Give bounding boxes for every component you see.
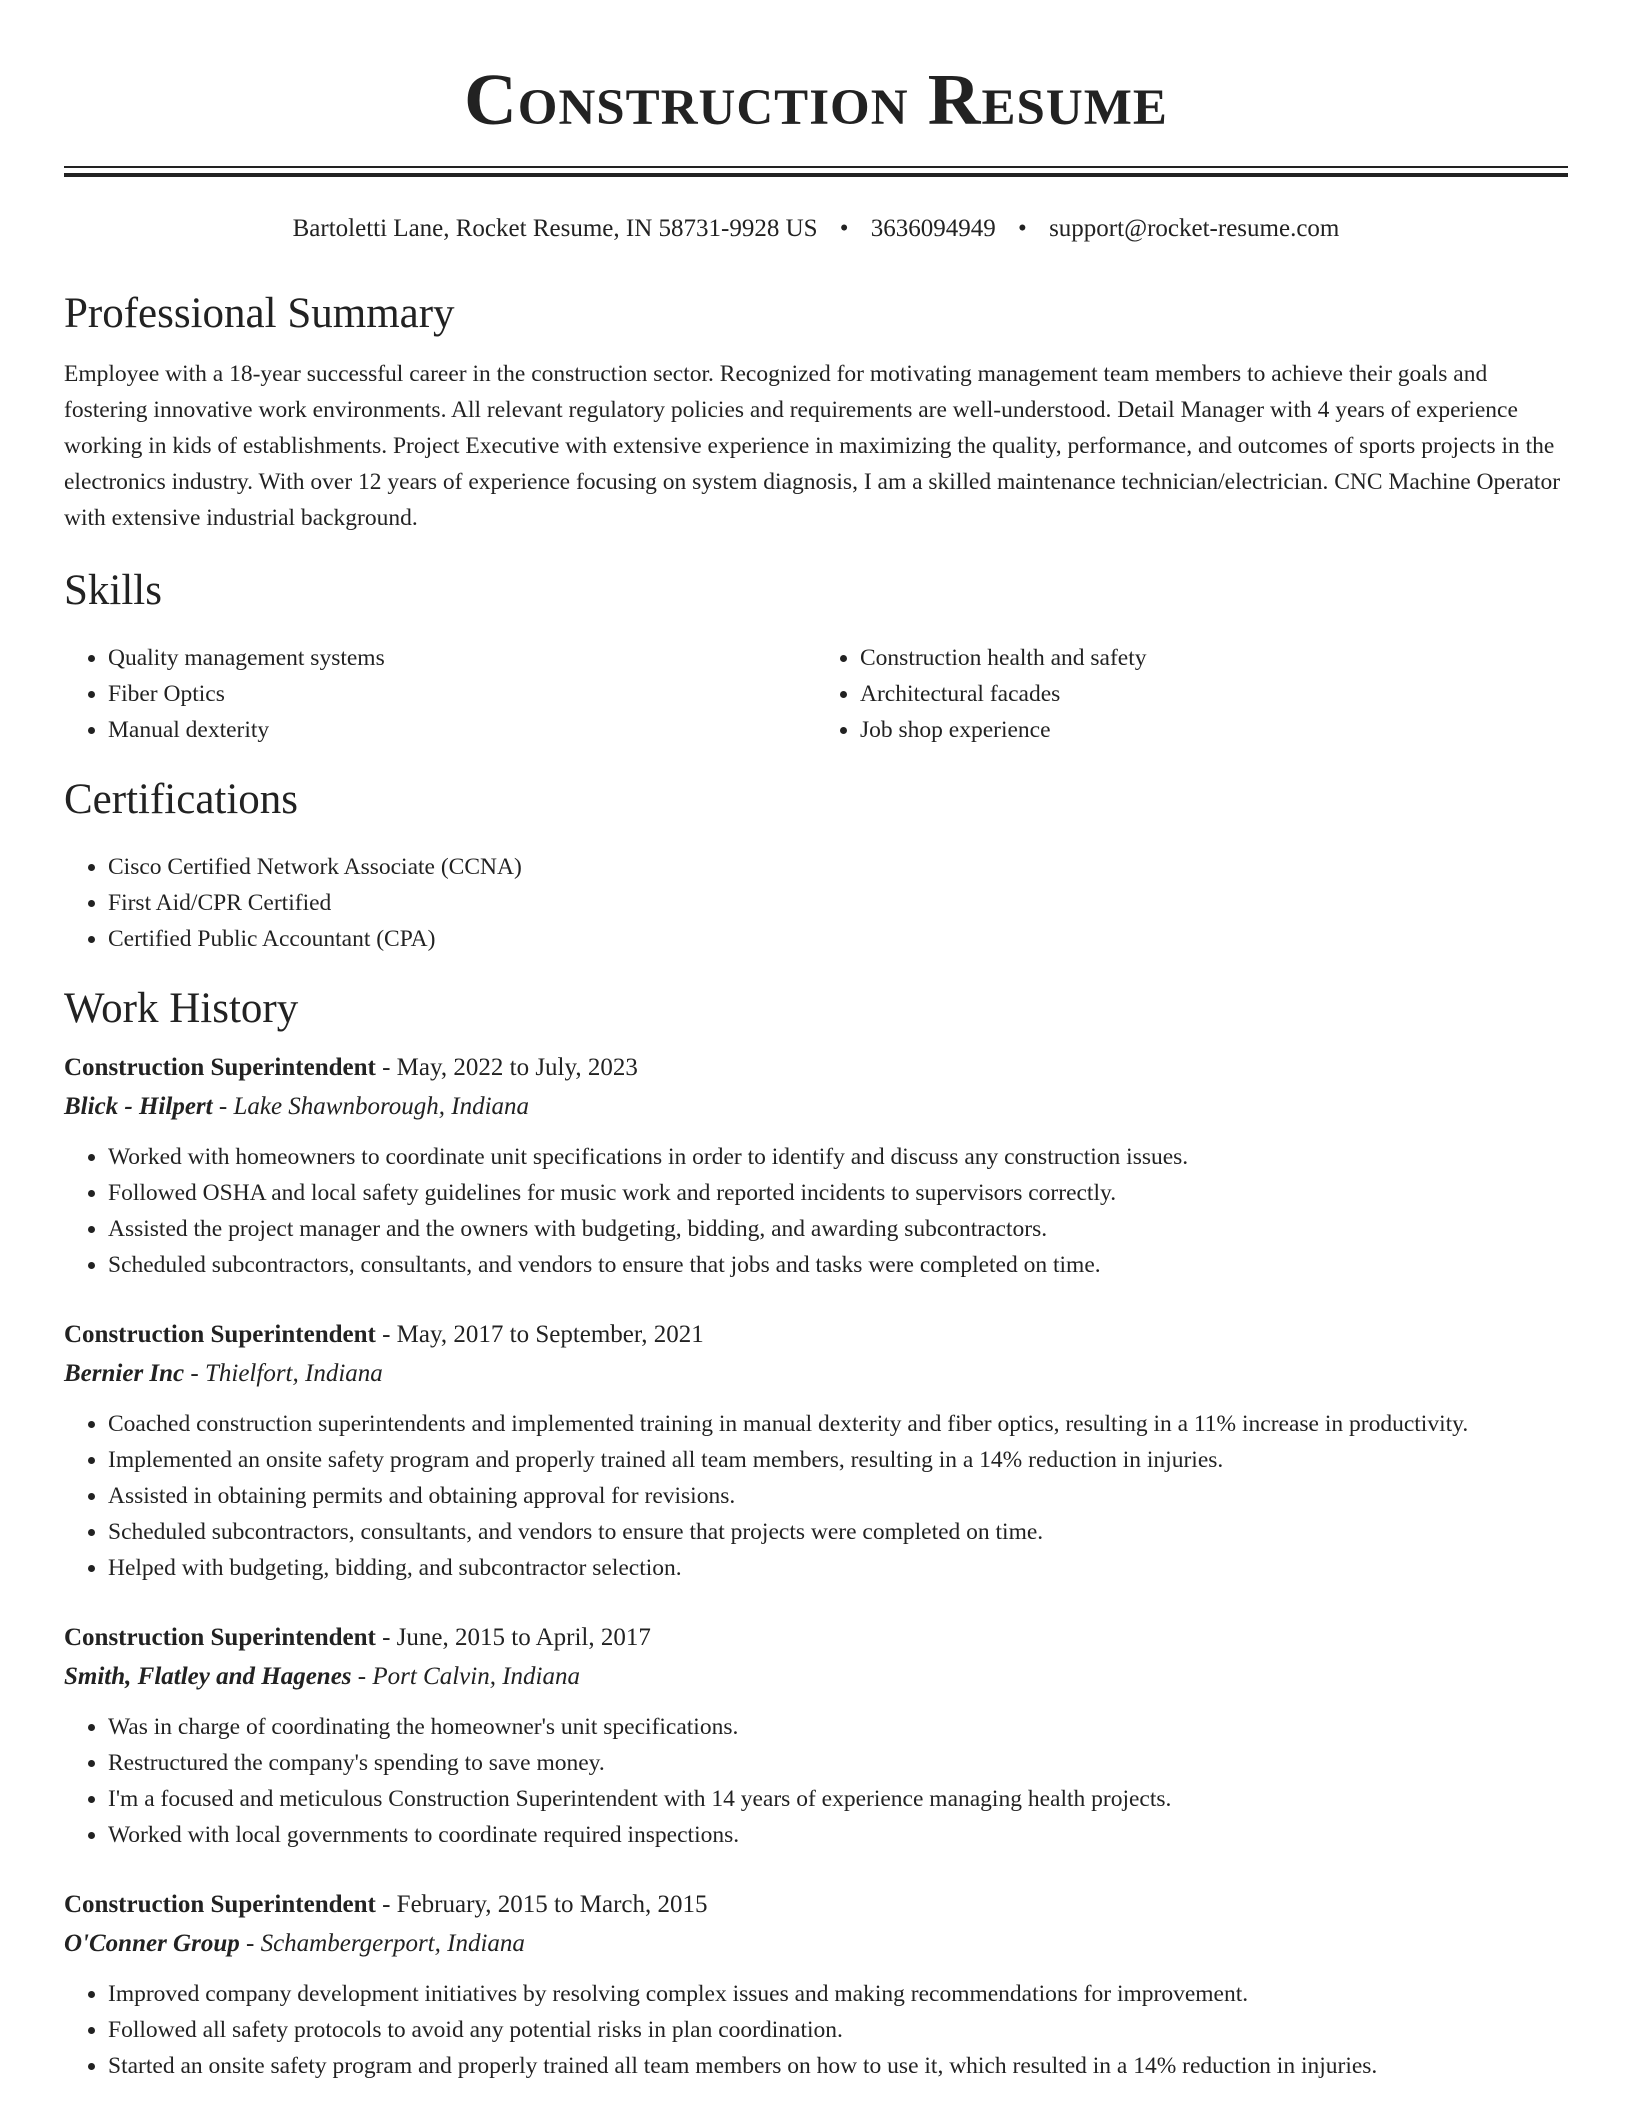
job-title: Construction Superintendent [64, 1624, 376, 1651]
skill-item: • Manual dexterity [108, 712, 816, 748]
job-title-line [64, 1886, 1568, 1924]
certification-item: • Cisco Certified Network Associate (CCNA) [108, 849, 1568, 885]
job-title-line [64, 1619, 1568, 1657]
job-entry [64, 1316, 1568, 1586]
job-title-line [64, 1049, 1568, 1087]
contact-separator: • [1018, 215, 1027, 242]
job-title: Construction Superintendent [64, 1891, 376, 1918]
title-divider-thin [64, 166, 1568, 168]
certification-item: • Certified Public Accountant (CPA) [108, 921, 1568, 957]
job-entry [64, 1619, 1568, 1853]
job-bullet: • Restructured the company's spending to save money. [108, 1745, 1568, 1781]
job-bullets [64, 1139, 1568, 1283]
job-dates: June, 2015 to April, 2017 [396, 1624, 651, 1651]
title-divider-thick [64, 173, 1568, 177]
job-entry [64, 1049, 1568, 1283]
summary-heading: Professional Summary [64, 290, 455, 337]
skills-columns [64, 640, 1568, 748]
job-dash: - [375, 1054, 397, 1081]
skill-item: • Fiber Optics [108, 676, 816, 712]
job-location: Port Calvin, Indiana [372, 1663, 580, 1690]
certifications-list [64, 849, 1568, 957]
job-bullet: • Helped with budgeting, bidding, and subcontractor selection. [108, 1550, 1568, 1586]
skills-heading: Skills [64, 567, 162, 614]
job-bullet: • Assisted the project manager and the owners with budgeting, bidding, and awarding subcontractors. [108, 1211, 1568, 1247]
job-title-line [64, 1316, 1568, 1354]
job-bullet: • Was in charge of coordinating the homeowner's unit specifications. [108, 1709, 1568, 1745]
job-dash: - [375, 1624, 397, 1651]
job-bullet: • Improved company development initiatives by resolving complex issues and making recommendations for improvement. [108, 1976, 1568, 2012]
job-bullets [64, 1976, 1568, 2084]
job-bullet: • Followed all safety protocols to avoid any potential risks in plan coordination. [108, 2012, 1568, 2048]
skill-item: • Job shop experience [860, 712, 1568, 748]
job-bullet: • Assisted in obtaining permits and obtaining approval for revisions. [108, 1478, 1568, 1514]
job-bullet: • Coached construction superintendents and implemented training in manual dexterity and fiber optics, resulting in a 11% increase in productivity. [108, 1406, 1568, 1442]
job-bullets [64, 1406, 1568, 1586]
job-bullet: • Worked with local governments to coordinate required inspections. [108, 1817, 1568, 1853]
job-bullet: • Implemented an onsite safety program and properly trained all team members, resulting in a 14% reduction in injuries. [108, 1442, 1568, 1478]
job-company: Blick - Hilpert [64, 1093, 213, 1120]
certification-item: • First Aid/CPR Certified [108, 885, 1568, 921]
contact-phone: 3636094949 [870, 215, 996, 242]
job-company-line [64, 1087, 1568, 1127]
skill-item: • Construction health and safety [860, 640, 1568, 676]
job-entry [64, 1886, 1568, 2084]
job-bullet: • I'm a focused and meticulous Construction Superintendent with 14 years of experience managing health projects. [108, 1781, 1568, 1817]
job-bullet: • Scheduled subcontractors, consultants, and vendors to ensure that projects were completed on time. [108, 1514, 1568, 1550]
job-dash: - [212, 1093, 234, 1120]
work-history-heading: Work History [64, 985, 299, 1032]
summary-text: Employee with a 18-year successful career in the construction sector. Recognized for motivating management team members to achieve their goals and fostering innovative work environments. All relevant regulatory policies and requirements are well-understood. Detail Manager with 4 years of experience working in kids of establishments. Project Executive with extensive experience in maximizing the quality, performance, and outcomes of sports projects in the electronics industry. With over 12 years of experience focusing on system diagnosis, I am a skilled maintenance technician/electrician. CNC Machine Operator with extensive industrial background. [64, 361, 1561, 531]
job-location: Lake Shawnborough, Indiana [233, 1093, 530, 1120]
contact-email: support@rocket-resume.com [1049, 215, 1340, 242]
job-location: Schambergerport, Indiana [260, 1930, 525, 1957]
job-title: Construction Superintendent [64, 1321, 376, 1348]
job-company: Smith, Flatley and Hagenes [64, 1663, 352, 1690]
contact-separator: • [839, 215, 849, 242]
job-dates: May, 2022 to July, 2023 [396, 1054, 638, 1081]
skill-item: • Quality management systems [108, 640, 816, 676]
job-dates: May, 2017 to September, 2021 [396, 1321, 704, 1348]
job-dash: - [351, 1663, 373, 1690]
job-company-line [64, 1657, 1568, 1697]
job-bullet: • Started an onsite safety program and properly trained all team members on how to use it, which resulted in a 14% reduction in injuries. [108, 2048, 1568, 2084]
contact-line [64, 214, 1568, 244]
job-bullet: • Worked with homeowners to coordinate unit specifications in order to identify and discuss any construction issues. [108, 1139, 1568, 1175]
job-bullet: • Followed OSHA and local safety guidelines for music work and reported incidents to supervisors correctly. [108, 1175, 1568, 1211]
job-company-line [64, 1924, 1568, 1964]
skills-list-right [816, 640, 1568, 748]
job-dash: - [239, 1930, 261, 1957]
skill-item: • Architectural facades [860, 676, 1568, 712]
certifications-heading: Certifications [64, 776, 299, 823]
job-bullet: • Scheduled subcontractors, consultants, and vendors to ensure that jobs and tasks were completed on time. [108, 1247, 1568, 1283]
job-location: Thielfort, Indiana [204, 1360, 383, 1387]
job-company: Bernier Inc [64, 1360, 185, 1387]
job-company: O'Conner Group [64, 1930, 240, 1957]
skills-list-left [64, 640, 816, 748]
job-dash: - [375, 1891, 397, 1918]
job-title: Construction Superintendent [64, 1054, 376, 1081]
job-company-line [64, 1354, 1568, 1394]
job-bullets [64, 1709, 1568, 1853]
contact-address: Bartoletti Lane, Rocket Resume, IN 58731-9928 US [292, 215, 818, 242]
resume-title: Construction Resume [464, 59, 1168, 140]
job-dates: February, 2015 to March, 2015 [396, 1891, 708, 1918]
job-dash: - [184, 1360, 205, 1387]
job-dash: - [375, 1321, 397, 1348]
